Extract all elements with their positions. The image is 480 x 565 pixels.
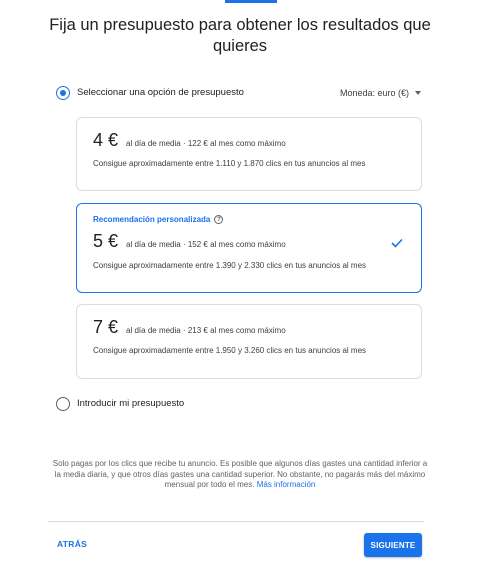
recommendation-text: Recomendación personalizada bbox=[93, 215, 211, 224]
billing-note-text: Solo pagas por los clics que recibe tu anuncio. Es posible que algunos días gastes una cantidad inferior a la media diaria, y que otros días gastes una cantidad superior. No obstante, no pagarás más del máximo mensual por todo el mes. bbox=[52, 459, 428, 489]
budget-amount: 7 € bbox=[93, 317, 119, 337]
budget-meta: al día de media · 213 € al mes como máximo bbox=[126, 326, 286, 335]
page-title: Fija un presupuesto para obtener los resultados que quieres bbox=[49, 16, 431, 55]
budget-meta: al día de media · 122 € al mes como máximo bbox=[126, 139, 286, 148]
currency-label: Moneda: euro (€) bbox=[340, 88, 410, 98]
select-budget-option-radio[interactable] bbox=[56, 86, 70, 100]
billing-note bbox=[52, 459, 428, 491]
budget-description: Consigue aproximadamente entre 1.950 y 3.260 clics en tus anuncios al mes bbox=[93, 346, 367, 355]
budget-amount: 4 € bbox=[93, 130, 119, 150]
budget-amount: 5 € bbox=[93, 231, 119, 251]
budget-description: Consigue aproximadamente entre 1.390 y 2.330 clics en tus anuncios al mes bbox=[93, 261, 367, 270]
recommendation-label bbox=[93, 215, 223, 224]
budget-description: Consigue aproximadamente entre 1.110 y 1.870 clics en tus anuncios al mes bbox=[93, 159, 366, 168]
budget-meta: al día de media · 152 € al mes como máximo bbox=[126, 240, 286, 249]
check-icon bbox=[391, 238, 403, 248]
learn-more-link[interactable]: Más información bbox=[256, 480, 316, 489]
currency-selector[interactable] bbox=[340, 86, 421, 100]
budget-option-row bbox=[93, 231, 286, 252]
budget-option-card-2[interactable] bbox=[76, 203, 422, 293]
custom-budget-radio[interactable] bbox=[56, 397, 70, 411]
custom-budget-label[interactable]: Introducir mi presupuesto bbox=[77, 398, 185, 409]
budget-option-row bbox=[93, 317, 286, 338]
back-button[interactable]: ATRÁS bbox=[57, 539, 88, 549]
budget-option-card-1[interactable] bbox=[76, 117, 422, 191]
next-button[interactable]: SIGUIENTE bbox=[364, 533, 422, 557]
footer-divider bbox=[48, 521, 424, 522]
budget-option-card-3[interactable] bbox=[76, 304, 422, 379]
caret-down-icon bbox=[415, 91, 421, 95]
select-budget-option-label[interactable]: Seleccionar una opción de presupuesto bbox=[77, 87, 244, 98]
budget-option-row bbox=[93, 130, 286, 151]
progress-indicator bbox=[225, 0, 277, 3]
help-circle-icon[interactable]: ? bbox=[214, 215, 223, 224]
